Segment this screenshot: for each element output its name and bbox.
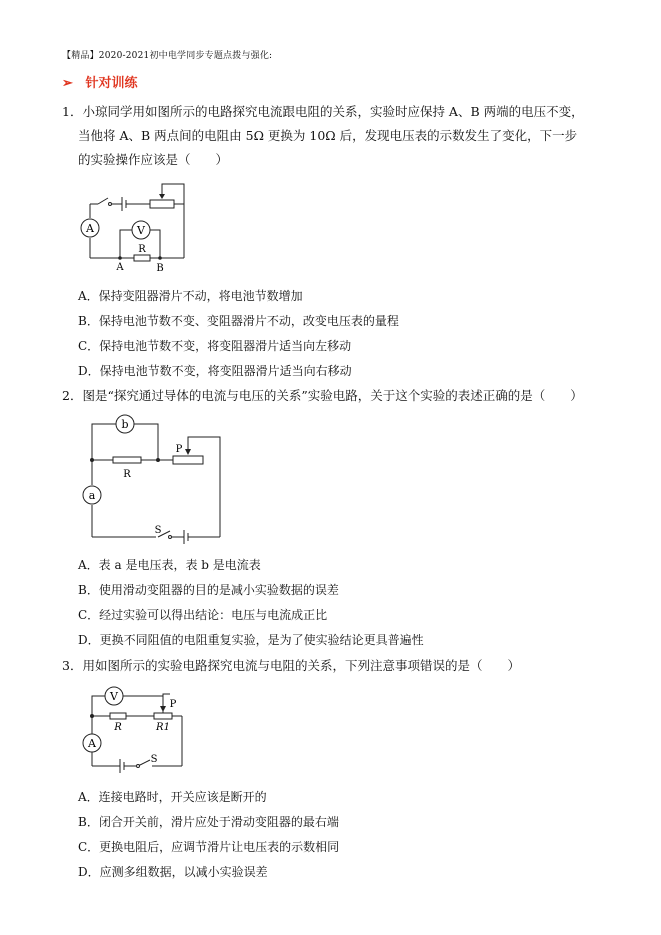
q1-circuit-diagram: [76, 178, 206, 278]
q1-resistor-label: R: [138, 244, 146, 255]
arrow-icon: ➢: [62, 76, 73, 91]
q3-line: 3．用如图所示的实验电路探究电流与电阻的关系，下列注意事项错误的是（ ）: [62, 658, 520, 673]
q3-ammeter-label: A: [88, 737, 96, 750]
q1-ammeter-label: A: [86, 222, 94, 235]
section-title: [62, 72, 137, 91]
q2-slider-label: P: [175, 444, 183, 455]
q3-option-d[interactable]: D．应测多组数据，以减小实验误差: [78, 865, 268, 879]
q1-option-b[interactable]: B．保持电池节数不变、变阻器滑片不动，改变电压表的量程: [78, 314, 399, 328]
q3-option-c[interactable]: C．更换电阻后，应调节滑片让电压表的示数相同: [78, 840, 340, 854]
q2-switch-label: S: [154, 525, 162, 536]
q3-option-a[interactable]: A．连接电路时，开关应该是断开的: [78, 790, 267, 804]
q2-line: 2．图是“探究通过导体的电流与电压的关系”实验电路，关于这个实验的表述正确的是（ ）: [62, 388, 583, 403]
page-header: 【精品】2020-2021初中电学同步专题点拨与强化:: [62, 51, 273, 61]
q2-option-b[interactable]: B．使用滑动变阻器的目的是减小实验数据的误差: [78, 583, 339, 597]
q1-point-a-label: A: [116, 262, 124, 273]
q3-circuit-diagram: [78, 684, 198, 776]
q2-option-a[interactable]: A．表 a 是电压表，表 b 是电流表: [78, 558, 261, 572]
q1-line-2: 当他将 A、B 两点间的电阻由 5Ω 更换为 10Ω 后，发现电压表的示数发生了变化，下一步: [78, 128, 578, 143]
q1-voltmeter-label: V: [137, 224, 145, 237]
q1-option-a[interactable]: A．保持变阻器滑片不动，将电池节数增加: [78, 289, 303, 303]
q1-line-1: 1．小琼同学用如图所示的电路探究电流跟电阻的关系，实验时应保持 A、B 两端的电压不变，: [62, 104, 584, 119]
q1-option-d[interactable]: D．保持电池节数不变，将变阻器滑片适当向右移动: [78, 364, 352, 378]
q2-option-c[interactable]: C．经过实验可以得出结论：电压与电流成正比: [78, 608, 328, 622]
q2-circuit-diagram: [78, 410, 238, 550]
q3-resistor-label: R: [114, 722, 122, 733]
q2-meter-a-label: a: [88, 489, 96, 502]
section-title-text: 针对训练: [85, 76, 138, 91]
q1-point-b-label: B: [156, 263, 164, 274]
q3-option-b[interactable]: B．闭合开关前，滑片应处于滑动变阻器的最右端: [78, 815, 339, 829]
q1-line-3: 的实验操作应该是（ ）: [78, 152, 229, 167]
q3-slider-label: P: [169, 699, 177, 710]
q2-resistor-label: R: [123, 469, 131, 480]
q3-switch-label: S: [150, 754, 158, 765]
q2-option-d[interactable]: D．更换不同阻值的电阻重复实验，是为了使实验结论更具普遍性: [78, 633, 424, 647]
q3-rheostat-label: R1: [156, 722, 170, 733]
q2-meter-b-label: b: [121, 418, 129, 431]
q1-option-c[interactable]: C．保持电池节数不变，将变阻器滑片适当向左移动: [78, 339, 352, 353]
q3-voltmeter-label: V: [110, 690, 118, 703]
